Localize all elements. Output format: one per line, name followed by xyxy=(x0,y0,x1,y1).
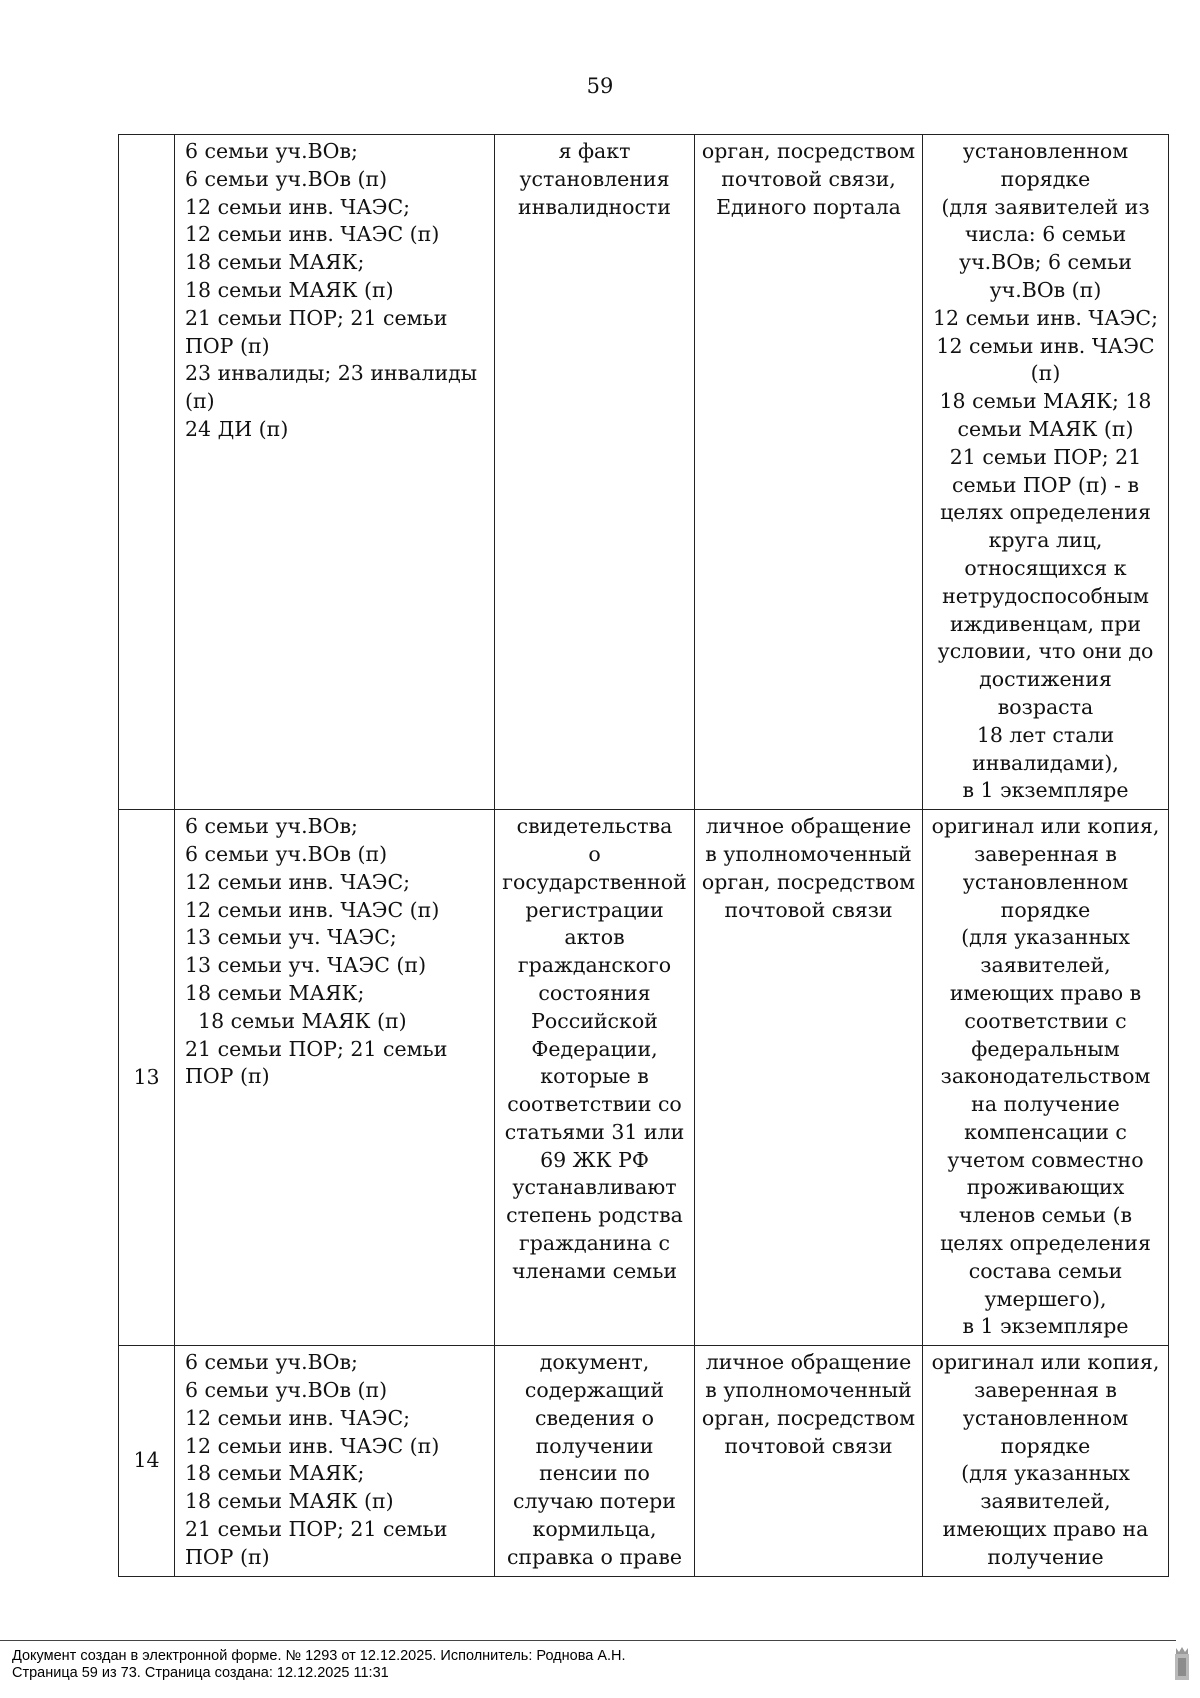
cell-line: Федерации, xyxy=(531,1036,658,1061)
cell-line: на получение xyxy=(971,1092,1120,1117)
page-number: 59 xyxy=(586,74,614,98)
cell-line: порядке xyxy=(1000,897,1091,922)
cell-line: в уполномоченный xyxy=(705,841,912,866)
cell-line: установленном xyxy=(962,1405,1129,1430)
cell-line: личное обращение xyxy=(705,1350,912,1375)
cell-line: членами семьи xyxy=(511,1258,678,1283)
cell-line: заявителей, xyxy=(980,953,1111,978)
cell-line: 12 семьи инв. ЧАЭС (п) xyxy=(185,222,440,247)
cell-line: уч.ВОв; 6 семьи xyxy=(959,250,1132,275)
cell-line: проживающих xyxy=(966,1175,1125,1200)
cell-line: нетрудоспособным xyxy=(942,583,1149,608)
cell-line: 21 семьи ПОР; 21 семьи xyxy=(185,1517,448,1542)
cell-line: семьи МАЯК (п) xyxy=(957,416,1134,441)
cell-line: относящихся к xyxy=(964,555,1127,580)
cell-line: пенсии по xyxy=(539,1461,650,1486)
cell-line: которые в xyxy=(540,1064,649,1089)
requirements-table xyxy=(118,134,1169,1577)
cell-line: законодательством xyxy=(940,1064,1151,1089)
coat-of-arms-icon xyxy=(1172,1646,1192,1682)
cell-line: установления xyxy=(519,166,670,191)
cell-line: 21 семьи ПОР; 21 семьи xyxy=(185,1036,448,1061)
cell-line: орган, посредством xyxy=(701,869,916,894)
table-row xyxy=(119,1346,1169,1576)
cell-line: ПОР (п) xyxy=(185,333,270,358)
cell-line: оригинал или копия, xyxy=(931,1350,1160,1375)
cell-line: статьями 31 или xyxy=(504,1119,685,1144)
cell-line: 12 семьи инв. ЧАЭС xyxy=(936,333,1155,358)
cell-line: 13 семьи уч. ЧАЭС; xyxy=(185,925,397,950)
cell-line: в 1 экземпляре xyxy=(962,778,1129,803)
cell-line: 12 семьи инв. ЧАЭС (п) xyxy=(185,897,440,922)
cell-line: 6 семьи уч.ВОв; xyxy=(185,1350,358,1375)
row-number xyxy=(119,135,175,810)
cell-line: почтовой связи xyxy=(724,897,893,922)
cell-line: 6 семьи уч.ВОв; xyxy=(185,814,358,839)
cell-line: 21 семьи ПОР; 21 семьи xyxy=(185,305,448,330)
cell-line: круга лиц, xyxy=(988,528,1103,553)
cell-line: числа: 6 семьи xyxy=(964,222,1127,247)
table-row xyxy=(119,810,1169,1346)
cell-line: 12 семьи инв. ЧАЭС; xyxy=(932,305,1159,330)
cell-line: инвалидами), xyxy=(972,750,1119,775)
cell-line: заверенная в xyxy=(974,1378,1117,1403)
cell-line: 18 семьи МАЯК (п) xyxy=(185,277,394,302)
cell-line: федеральным xyxy=(971,1036,1120,1061)
cell-line: (для заявителей из xyxy=(941,194,1150,219)
cell-line: гражданина с xyxy=(519,1231,670,1256)
cell-line: личное обращение xyxy=(705,814,912,839)
document-form-cell xyxy=(923,810,1169,1346)
cell-line: оригинал или копия, xyxy=(931,814,1160,839)
cell-line: Единого портала xyxy=(716,194,901,219)
document-form-cell xyxy=(923,135,1169,810)
cell-line: (для указанных xyxy=(961,925,1130,950)
cell-line: (для указанных xyxy=(961,1461,1130,1486)
cell-line: я факт xyxy=(558,139,631,163)
cell-line: членов семьи (в xyxy=(958,1203,1133,1228)
cell-line: в 1 экземпляре xyxy=(962,1314,1129,1339)
cell-line: целях определения xyxy=(940,1231,1151,1256)
document-cell xyxy=(495,1346,695,1576)
cell-line: 12 семьи инв. ЧАЭС; xyxy=(185,869,411,894)
cell-line: условии, что они до xyxy=(937,639,1154,664)
submission-method-cell xyxy=(695,1346,923,1576)
cell-line: 12 семьи инв. ЧАЭС; xyxy=(185,194,411,219)
cell-line: 18 семьи МАЯК; xyxy=(185,980,365,1005)
cell-line: сведения о xyxy=(534,1405,655,1430)
cell-line: 6 семьи уч.ВОв (п) xyxy=(185,1378,388,1403)
cell-line: иждивенцам, при xyxy=(950,611,1141,636)
cell-line: установленном xyxy=(962,869,1129,894)
cell-line: устанавливают xyxy=(512,1175,677,1200)
cell-line: уч.ВОв (п) xyxy=(989,277,1102,302)
cell-line: 18 семьи МАЯК (п) xyxy=(185,1008,407,1033)
cell-line: инвалидности xyxy=(518,194,671,219)
document-form-cell xyxy=(923,1346,1169,1576)
cell-line: содержащий xyxy=(524,1378,665,1403)
table-row xyxy=(119,135,1169,810)
cell-line: 6 семьи уч.ВОв (п) xyxy=(185,166,388,191)
cell-line: 21 семьи ПОР; 21 xyxy=(949,444,1142,469)
cell-line: состояния xyxy=(538,980,651,1005)
cell-line: порядке xyxy=(1000,1433,1091,1458)
cell-line: достижения возраста xyxy=(979,667,1119,719)
cell-line: орган, посредством xyxy=(701,139,916,163)
cell-line: документ, xyxy=(539,1350,650,1375)
table-body xyxy=(119,135,1169,1577)
cell-line: семьи ПОР (п) - в xyxy=(951,472,1140,497)
document-footer xyxy=(12,1648,626,1682)
cell-line: орган, посредством xyxy=(701,1405,916,1430)
cell-line: имеющих право на xyxy=(942,1517,1149,1542)
cell-line: (п) xyxy=(185,389,215,414)
applicants-cell xyxy=(175,810,495,1346)
cell-line: учетом совместно xyxy=(947,1147,1144,1172)
row-number: 13 xyxy=(119,810,175,1346)
cell-line: 18 семьи МАЯК; 18 xyxy=(939,389,1152,414)
row-number: 14 xyxy=(119,1346,175,1576)
cell-line: 6 семьи уч.ВОв (п) xyxy=(185,841,388,866)
cell-line: порядке xyxy=(1000,166,1091,191)
cell-line: 18 семьи МАЯК; xyxy=(185,1461,365,1486)
cell-line: степень родства xyxy=(506,1203,683,1228)
cell-line: почтовой связи, xyxy=(721,166,896,191)
cell-line: получение xyxy=(987,1544,1104,1569)
cell-line: регистрации xyxy=(525,897,664,922)
cell-line: 69 ЖК РФ xyxy=(540,1147,649,1172)
cell-line: ПОР (п) xyxy=(185,1544,270,1569)
cell-line: 6 семьи уч.ВОв; xyxy=(185,139,358,163)
cell-line: справка о праве xyxy=(506,1544,683,1569)
cell-line: свидетельства xyxy=(516,814,673,839)
cell-line: 12 семьи инв. ЧАЭС (п) xyxy=(185,1433,440,1458)
cell-line: почтовой связи xyxy=(724,1433,893,1458)
cell-line: 18 семьи МАЯК (п) xyxy=(185,1489,394,1514)
cell-line: 18 лет стали xyxy=(976,722,1115,747)
document-cell xyxy=(495,135,695,810)
applicants-cell xyxy=(175,135,495,810)
cell-line: гражданского xyxy=(517,953,672,978)
cell-line: 13 семьи уч. ЧАЭС (п) xyxy=(185,953,427,978)
cell-line: 23 инвалиды; 23 инвалиды xyxy=(185,361,478,386)
cell-line: соответствии со xyxy=(507,1092,682,1117)
cell-line: получении xyxy=(535,1433,654,1458)
cell-line: 18 семьи МАЯК; xyxy=(185,250,365,275)
cell-line: установленном xyxy=(962,139,1129,163)
cell-line: состава семьи xyxy=(968,1258,1123,1283)
cell-line: случаю потери xyxy=(513,1489,676,1514)
cell-line: в уполномоченный xyxy=(705,1378,912,1403)
cell-line: о xyxy=(588,841,601,866)
cell-line: Российской xyxy=(531,1008,658,1033)
cell-line: 12 семьи инв. ЧАЭС; xyxy=(185,1405,411,1430)
cell-line: компенсации с xyxy=(964,1119,1127,1144)
cell-line: 24 ДИ (п) xyxy=(185,416,289,441)
cell-line: имеющих право в xyxy=(949,980,1142,1005)
cell-line: заявителей, xyxy=(980,1489,1111,1514)
cell-line: заверенная в xyxy=(974,841,1117,866)
footer-divider xyxy=(0,1640,1176,1641)
footer-page-info: Страница 59 из 73. Страница создана: 12.12.2025 11:31 xyxy=(12,1665,389,1681)
document-cell xyxy=(495,810,695,1346)
submission-method-cell xyxy=(695,135,923,810)
cell-line: государственной xyxy=(502,869,687,894)
cell-line: ПОР (п) xyxy=(185,1064,270,1089)
cell-line: актов xyxy=(564,925,625,950)
cell-line: кормильца, xyxy=(532,1517,657,1542)
cell-line: умершего), xyxy=(984,1286,1107,1311)
cell-line: соответствии с xyxy=(964,1008,1127,1033)
submission-method-cell xyxy=(695,810,923,1346)
cell-line: (п) xyxy=(1030,361,1061,386)
applicants-cell xyxy=(175,1346,495,1576)
cell-line: целях определения xyxy=(940,500,1151,525)
footer-document-info: Документ создан в электронной форме. № 1293 от 12.12.2025. Исполнитель: Роднова А.Н. xyxy=(12,1648,626,1664)
